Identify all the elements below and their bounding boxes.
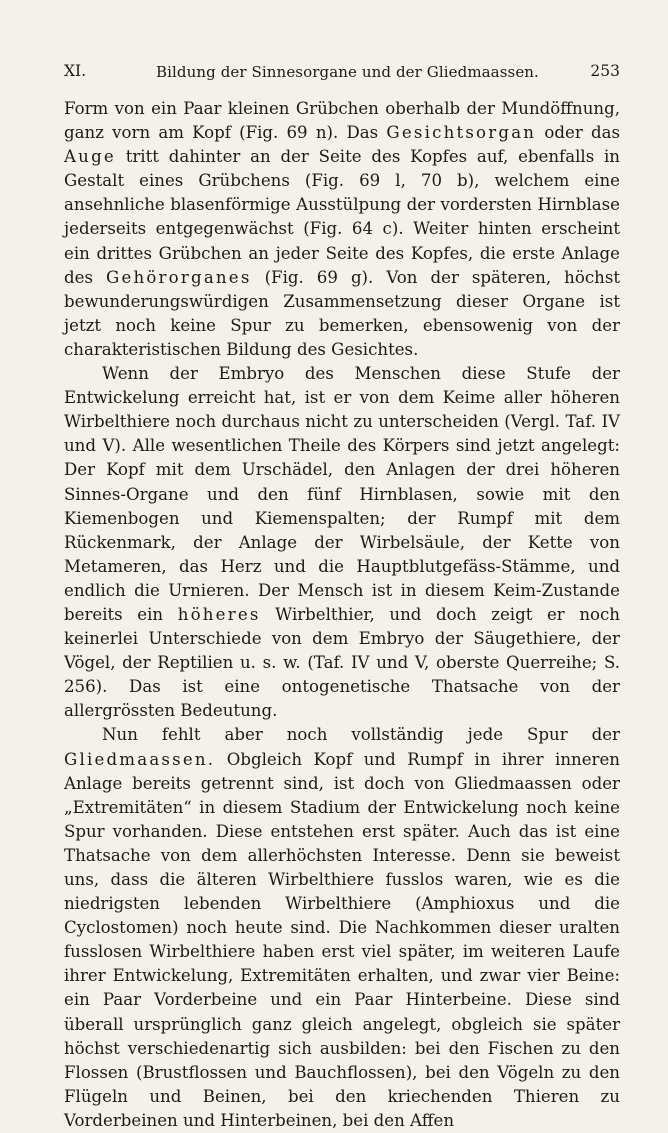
running-title: Bildung der Sinnesorgane und der Gliedmaassen. [156, 63, 539, 81]
text-run: (Fig. 69 g). Von der späteren, höchst bewunderungswürdigen Zusammensetzung dieser Organe ist jetzt noch keine Spur zu bemerken, ebensowenig von der charakteristischen Bildung des Gesichtes. [64, 267, 621, 359]
emphasized-term: Gesichtsorgan [386, 123, 537, 143]
paragraph-1 [64, 97, 620, 362]
text-run: Nun fehlt aber noch vollständig jede Spur der [102, 725, 620, 745]
page-number: 253 [590, 62, 620, 80]
page-header [64, 62, 620, 88]
emphasized-term: Gliedmaassen. [64, 749, 216, 769]
paragraph-3 [64, 723, 620, 1133]
emphasized-term: höheres [177, 604, 261, 624]
chapter-number: XI. [64, 62, 87, 80]
body-text [64, 97, 620, 1133]
emphasized-term: Gehörorganes [106, 267, 252, 287]
text-run: Obgleich Kopf und Rumpf in ihrer inneren Anlage bereits getrennt sind, ist doch von Gliedmaassen oder „Extremitäten“ in diesem Stadium der Entwickelung noch keine Spur vorhanden. Diese entstehen erst später. Auch das ist eine Thatsache von dem allerhöchsten Interesse. Denn sie beweist uns, dass die älteren Wirbelthiere fusslos waren, wie es die niedrigsten lebenden Wirbelthiere (Amphioxus und die Cyclostomen) noch heute sind. Die Nachkommen dieser uralten fusslosen Wirbelthiere haben erst viel später, im weiteren Laufe ihrer Entwickelung, Extremitäten erhalten, und zwar vier Beine: ein Paar Vorderbeine und ein Paar Hinterbeine. Diese sind überall ursprünglich ganz gleich angelegt, obgleich sie später höchst verschiedenartig sich ausbilden: bei den Fischen zu den Flossen (Brustflossen und Bauchflossen), bei den Vögeln zu den Flügeln und Beinen, bei den kriechenden Thieren zu Vorderbeinen und Hinterbeinen, bei den Affen [64, 749, 620, 1130]
paragraph-2 [64, 362, 620, 723]
text-run: Wirbelthier, und doch zeigt er noch keinerlei Unterschiede von dem Embryo der Säugethiere, der Vögel, der Reptilien u. s. w. (Taf. IV und V, oberste Querreihe; S. 256). Das ist eine ontogenetische Thatsache von der allergrössten Bedeutung. [64, 604, 620, 721]
text-run: oder das [536, 123, 620, 143]
text-run: tritt dahinter an der Seite des Kopfes auf, ebenfalls in Gestalt eines Grübchens (Fig. 69 l, 70 b), welchem eine ansehnliche blasenförmige Ausstülpung der vordersten Hirnblase jederseits entgegenwächst (Fig. 64 c). Weiter hinten erscheint ein drittes Grübchen an jeder Seite des Kopfes, die erste Anlage des [64, 147, 620, 287]
text-run: Form von ein Paar kleinen Grübchen oberhalb der Mundöffnung, ganz vorn am Kopf (Fig. 69 n). Das [64, 99, 620, 143]
text-run: Wenn der Embryo des Menschen diese Stufe der Entwickelung erreicht hat, ist er von dem Keime aller höheren Wirbelthiere noch durchaus nicht zu unterscheiden (Vergl. Taf. IV und V). Alle wesentlichen Theile des Körpers sind jetzt angelegt: Der Kopf mit dem Urschädel, den Anlagen der drei höheren Sinnes-Organe und den fünf Hirnblasen, sowie mit den Kiemenbogen und Kiemenspalten; der Rumpf mit dem Rückenmark, der Anlage der Wirbelsäule, der Kette von Metameren, das Herz und die Hauptblutgefäss-Stämme, und endlich die Urnieren. Der Mensch ist in diesem Keim-Zustande bereits ein [64, 364, 620, 624]
emphasized-term: Auge [64, 147, 116, 167]
